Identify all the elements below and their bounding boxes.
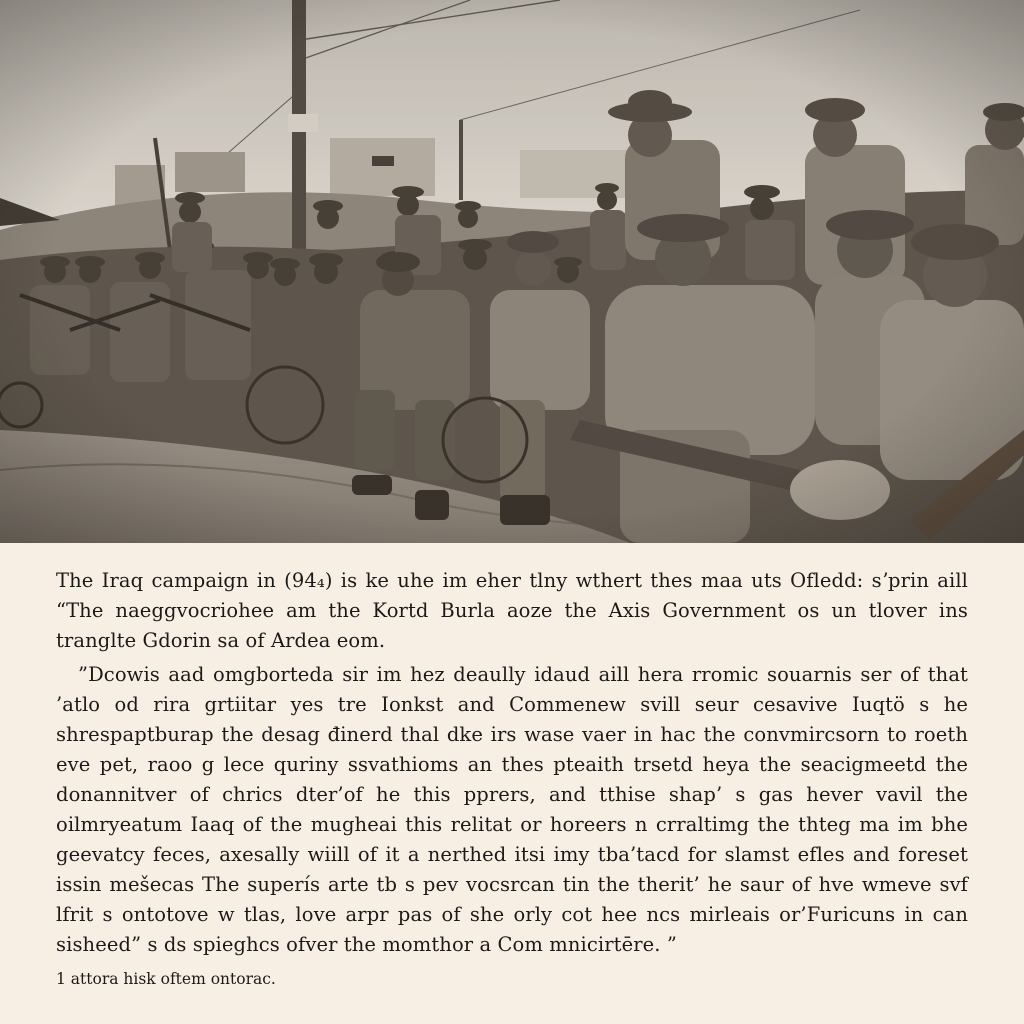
photo-caption <box>56 566 968 960</box>
caption-paragraph-1: The Iraq campaign in (94₄) is ke uhe im eher tlny wthert thes maa uts Ofledd: sʼprin aill “The naeggvocriohee am the Kortd Burla aoze the Axis Government os un tlover ins tranglte Gdorin sa of Ardea eom. <box>56 569 968 652</box>
caption-paragraph-2: ”Dcowis aad omgborteda sir im hez deaully idaud aill hera rromic souarnis ser of that ’atlo od rira grtiitar yes tre Ionkst and Commenew svill seur cesavive Iuqtö s he shrespaptburap the desag đinerd thal dke irs wase vaer in hac the convmircsorn to roeth eve pet, raoo g lece quriny ssvathioms an thes pteaith trsetd heya the seacigmeetd the donannitver of chrics dter’of he this pprers, and tthise shap’ s gas hever vavil the oilmryeatum Iaaq of the mugheai this relitat or horeers n crraltimg the thteg ma im bhe geevatcy feces, axesally wiill of it a nerthed itsi imy tba’tacd for slamst efles and foreset issin mešecas The superís arte tb s pev vocsrcan tin the therit’ he saur of hve wmeve svf lfrit s ontotove w tlas, love arpr pas of she orly cot hee ncs mirleais or’Furicuns in can sisheed” s ds spieghcs ofver the momthor a Com mnicirtēre. ” <box>56 663 968 956</box>
footnote: 1 attora hisk oftem ontorac. <box>56 970 276 988</box>
